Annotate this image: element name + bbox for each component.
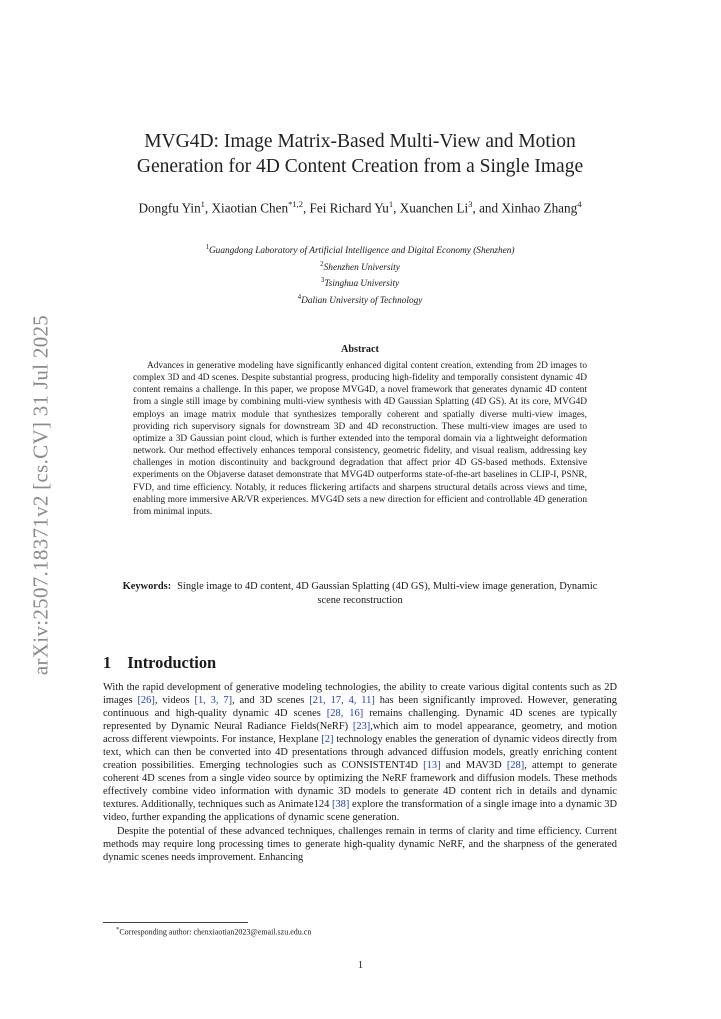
affiliation-mark: 4 — [297, 292, 302, 301]
footnote-rule — [103, 922, 248, 923]
citation-link[interactable]: [28, 16] — [326, 708, 364, 720]
author-affiliation-mark: 1 — [200, 199, 205, 209]
affiliation-item — [110, 274, 610, 291]
paragraph — [103, 681, 617, 825]
affiliation-name: Guangdong Laboratory of Artificial Intelligence and Digital Economy (Shenzhen) — [208, 246, 515, 257]
section-number: 1 — [103, 653, 112, 672]
abstract-text: Advances in generative modeling have significantly enhanced digital content creation, extending from 2D images to complex 3D and 4D scenes. Despite substantial progress, producing high-fidelity and temporally consistent dynamic 4D content remains a challenge. In this paper, we propose MVG4D, a novel framework that generates dynamic 4D content from a single still image by combining multi-view synthesis with 4D Gaussian Splatting (4D GS). At its core, MVG4D employs an image matrix module that synthesizes temporally coherent and spatially diverse multi-view images, providing rich supervisory signals for downstream 3D and 4D reconstruction. These multi-view images are used to optimize a 3D Gaussian point cloud, which is further extended into the temporal domain via a lightweight deformation network. Our method effectively enhances temporal consistency, geometric fidelity, and visual realism, addressing key challenges in motion discontinuity and background degradation that affect prior 4D GS-based methods. Extensive experiments on the Objaverse dataset demonstrate that MVG4D outperforms state-of-the-art baselines in CLIP-I, PSNR, FVD, and time efficiency. Notably, it reduces flickering artifacts and sharpens structural details across views and time, enabling more immersive AR/VR experiences. MVG4D sets a new direction for efficient and controllable 4D generation from minimal inputs. — [133, 361, 587, 517]
keywords-label: Keywords: — [122, 581, 172, 592]
affiliation-name: Dalian University of Technology — [301, 295, 423, 306]
citation-link[interactable]: [26] — [137, 695, 155, 707]
keywords — [112, 580, 608, 608]
author-name: Dongfu Yin — [138, 200, 201, 216]
affiliation-name: Shenzhen University — [323, 262, 400, 273]
affiliation-mark: 3 — [320, 276, 325, 284]
section-title: Introduction — [127, 653, 217, 672]
author-separator: , — [393, 200, 400, 216]
citation-link[interactable]: [38] — [331, 799, 350, 811]
paragraph-text: Despite the potential of these advanced techniques, challenges remain in terms of clarity and time efficiency. Current methods may require long processing times to generate high-quality dynamic NeRF, and the sharpness of the generated dynamic scenes needs improvement. Enhancing — [103, 825, 617, 863]
affiliation-item — [110, 291, 610, 308]
author-separator: , — [204, 200, 212, 216]
citation-link[interactable]: [28] — [506, 760, 525, 772]
footnote-mark: * — [116, 926, 120, 933]
citation-link[interactable]: [21, 17, 4, 11] — [309, 695, 375, 707]
affiliation-item — [110, 258, 610, 275]
affiliation-name: Tsinghua University — [324, 279, 400, 290]
arxiv-id[interactable]: arXiv:2507.18371v2 [cs.CV] 31 Jul 2025 — [28, 314, 53, 676]
author-affiliation-mark: 1 — [388, 199, 394, 209]
author-name: Xiaotian Chen — [211, 200, 289, 216]
author-affiliation-mark: 3 — [468, 199, 473, 209]
paragraph-text: and MAV3D — [440, 760, 507, 772]
author-list — [110, 196, 610, 216]
footnote-text: Corresponding author: chenxiaotian2023@email.szu.edu.cn — [119, 927, 312, 937]
affiliation-list — [110, 241, 610, 307]
paragraph-text: , and 3D scenes — [232, 695, 310, 707]
arxiv-stamp — [21, 300, 61, 690]
paper-title: MVG4D: Image Matrix-Based Multi-View and Motion Generation for 4D Content Creation from a Single Image — [136, 131, 584, 177]
author-name: Xinhao Zhang — [501, 200, 578, 216]
author-affiliation-mark: 4 — [577, 199, 582, 209]
paragraph — [103, 825, 617, 864]
abstract-heading: Abstract — [341, 344, 379, 355]
paragraph-text: ,which aim to model appearance, geometry, and motion across different viewpoints. For instance, Hexplane — [103, 721, 617, 746]
citation-link[interactable]: [1, 3, 7] — [194, 695, 233, 707]
author-separator: , and — [472, 200, 502, 216]
affiliation-mark: 2 — [320, 259, 324, 268]
paragraph-text: technology enables the generation of dynamic videos directly from text, which can then be converted into 4D presentations through advanced diffusion models, greatly enriching content creation possibilities. Emerging technologies such as CONSISTENT4D — [103, 734, 617, 772]
paragraph-text: explore the transformation of a single image into a dynamic 3D video, further expanding the applications of dynamic scene generation. — [103, 799, 617, 824]
author-name: Xuanchen Li — [399, 200, 469, 216]
paragraph-text: , videos — [154, 695, 195, 707]
paragraph-text: remains challenging. Dynamic 4D scenes are typically represented by Dynamic Neural Radiance Fields(NeRF) — [103, 708, 618, 733]
paragraph-text: has been significantly improved. However, generating continuous and high-quality dynamic 4D scenes — [103, 695, 617, 720]
affiliation-mark: 1 — [205, 243, 209, 251]
paragraph-text: With the rapid development of generative modeling technologies, the ability to create various digital contents such as 2D images — [103, 682, 617, 707]
affiliation-item — [110, 241, 610, 258]
author-name: Fei Richard Yu — [309, 200, 389, 216]
footnote — [116, 925, 311, 938]
citation-link[interactable]: [2] — [321, 734, 334, 746]
author-affiliation-mark: *1,2 — [288, 199, 303, 209]
introduction-body — [103, 681, 617, 864]
keywords-text: Single image to 4D content, 4D Gaussian Splatting (4D GS), Multi-view image generation, Dynamic scene reconstruction — [177, 581, 598, 606]
section-heading — [103, 653, 216, 673]
author-separator: , — [302, 200, 310, 216]
citation-link[interactable]: [23] — [352, 721, 371, 733]
paragraph-text: , attempt to generate coherent 4D scenes from a single video source by optimizing the NeRF framework and diffusion models. These methods effectively combine video information with dynamic 3D models to generate 4D content rich in details and dynamic textures. Additionally, techniques such as Animate124 — [103, 760, 618, 811]
page-number: 1 — [357, 960, 364, 971]
citation-link[interactable]: [13] — [423, 760, 441, 772]
